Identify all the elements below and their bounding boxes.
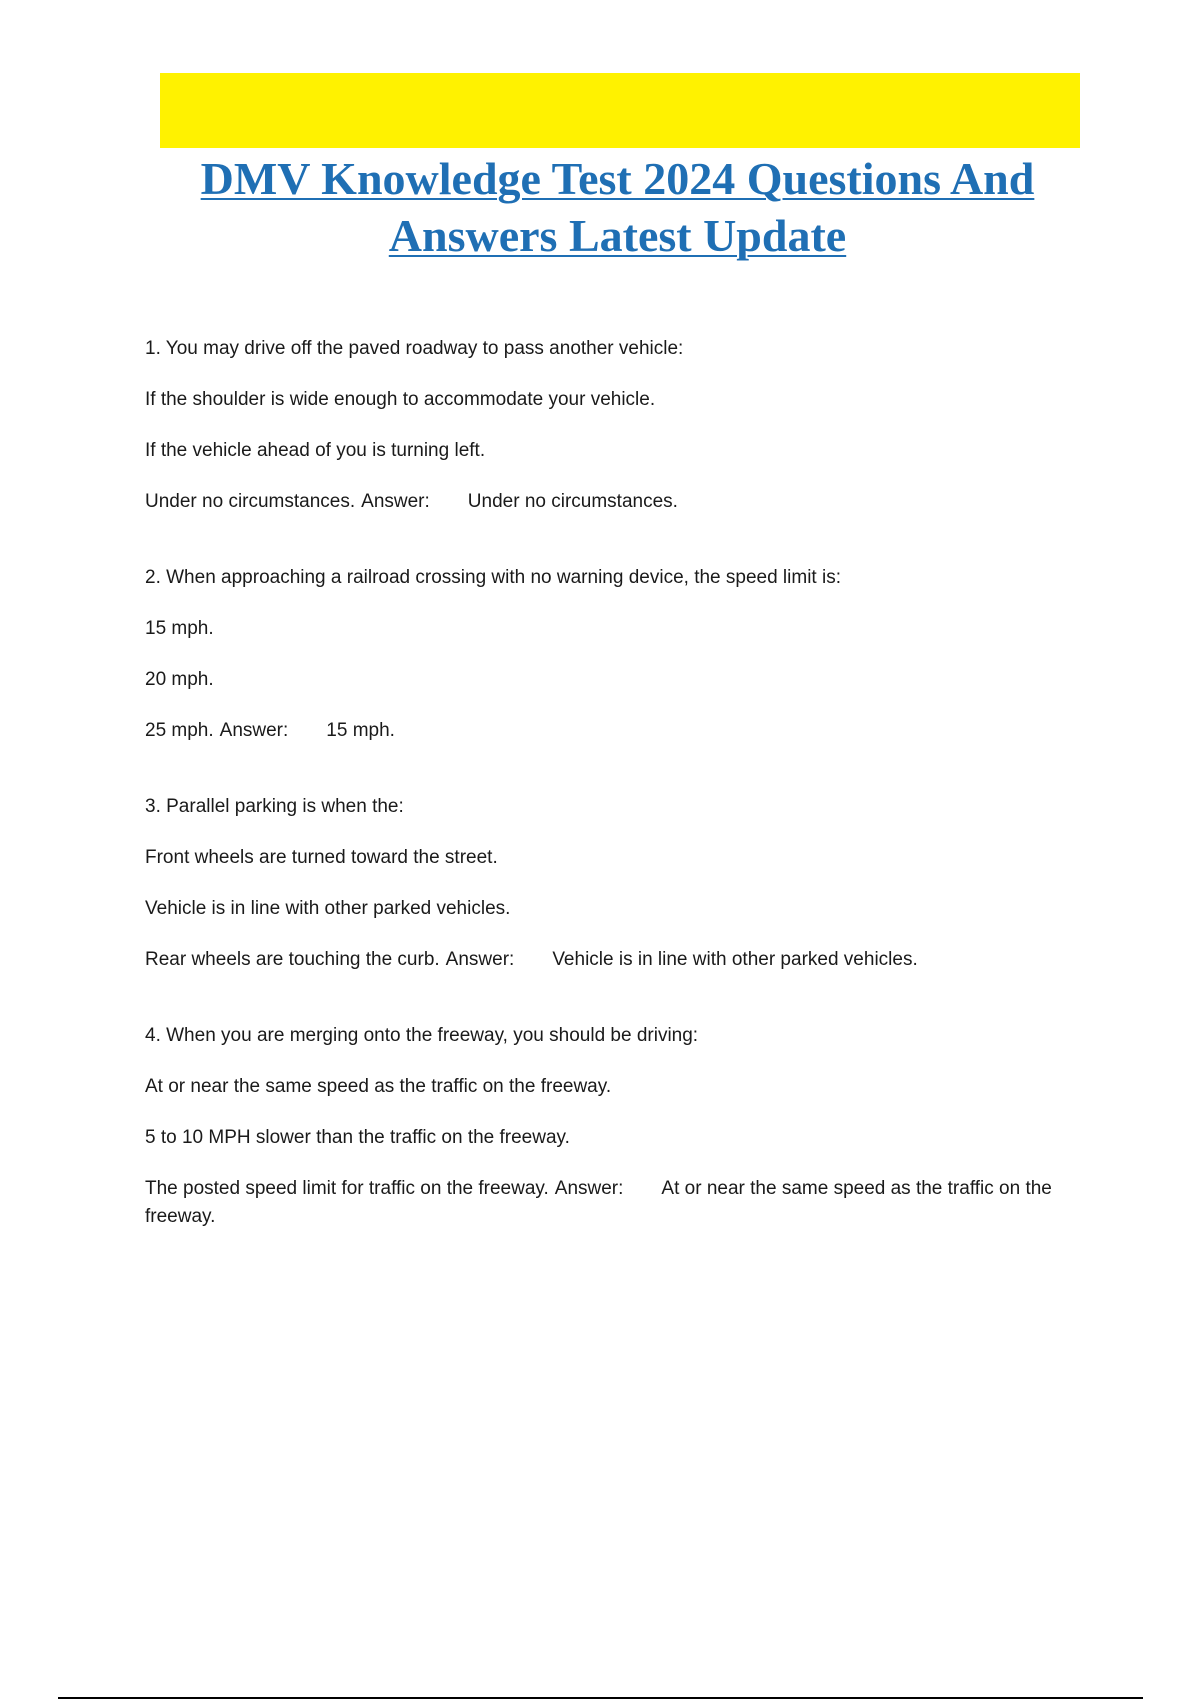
option-c-with-answer [145,1175,1080,1231]
option-c-with-answer [145,946,1080,974]
option-a: At or near the same speed as the traffic on the freeway. [145,1076,612,1097]
answer-label: Answer: [219,720,289,741]
question-text: 4. When you are merging onto the freeway, you should be driving: [145,1025,699,1046]
option-c: The posted speed limit for traffic on the freeway. [145,1178,549,1199]
answer-text: At or near the same speed as the traffic on the freeway. [145,1178,1058,1227]
option-c: 25 mph. [145,720,214,741]
answer-label: Answer: [445,949,515,970]
document-title [150,150,1085,264]
title-line-1: DMV Knowledge Test 2024 Questions And [200,153,1035,204]
answer-text: Vehicle is in line with other parked vehicles. [552,949,918,970]
answer-label: Answer: [361,491,430,512]
answer-text: 15 mph. [326,720,395,741]
question-block-2 [145,564,1080,745]
option-c-with-answer [145,717,1080,745]
option-a: Front wheels are turned toward the street. [145,847,498,868]
question-list [145,335,1080,1279]
question-text: 1. You may drive off the paved roadway to pass another vehicle: [145,338,684,359]
question-block-4 [145,1022,1080,1231]
option-a: If the shoulder is wide enough to accommodate your vehicle. [145,389,656,410]
answer-label: Answer: [554,1178,624,1199]
option-b: 20 mph. [145,669,214,690]
question-text: 2. When approaching a railroad crossing with no warning device, the speed limit is: [145,567,841,588]
option-c-with-answer [145,488,1080,516]
question-block-1 [145,335,1080,516]
footer-divider [58,1697,1143,1699]
question-block-3 [145,793,1080,974]
option-b: If the vehicle ahead of you is turning left. [145,440,486,461]
option-b: Vehicle is in line with other parked vehicles. [145,898,511,919]
question-text: 3. Parallel parking is when the: [145,796,404,817]
option-a: 15 mph. [145,618,214,639]
option-c: Rear wheels are touching the curb. [145,949,440,970]
option-b: 5 to 10 MPH slower than the traffic on the freeway. [145,1127,570,1148]
option-c: Under no circumstances. [145,491,356,512]
title-highlight-bar [160,73,1080,148]
title-line-2: Answers Latest Update [388,210,847,261]
answer-text: Under no circumstances. [467,491,678,512]
